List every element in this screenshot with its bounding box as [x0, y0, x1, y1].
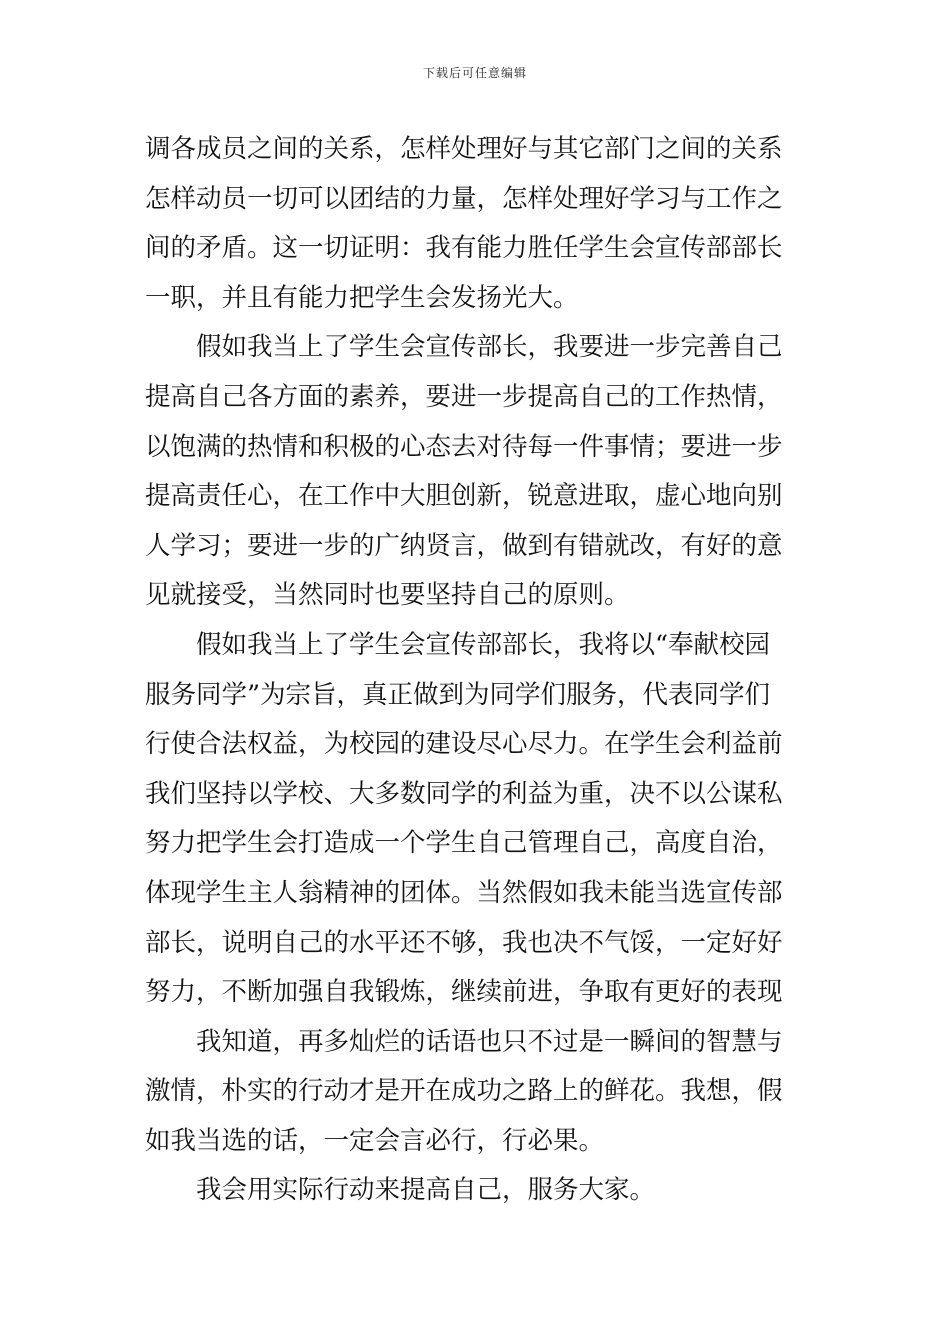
- text-line: 激情，朴实的行动才是开在成功之路上的鲜花。我想，假: [145, 1076, 783, 1107]
- text-line: 如我当选的话，一定会言必行，行必果。: [145, 1125, 605, 1156]
- text-line: 行使合法权益，为校园的建设尽心尽力。在学生会利益前: [145, 729, 783, 760]
- text-line: 我会用实际行动来提高自己，服务大家。: [196, 1175, 656, 1206]
- text-line: 怎样动员一切可以团结的力量，怎样处理好学习与工作之: [145, 183, 783, 214]
- text-line: 提高自己各方面的素养，要进一步提高自己的工作热情，: [145, 381, 783, 412]
- text-line: 努力，不断加强自我锻炼，继续前进，争取有更好的表现: [145, 977, 783, 1008]
- text-line: 见就接受，当然同时也要坚持自己的原则。: [145, 580, 630, 611]
- text-line: 假如我当上了学生会宣传部长，我要进一步完善自己: [196, 332, 783, 363]
- text-line: 人学习；要进一步的广纳贤言，做到有错就改，有好的意: [145, 530, 783, 561]
- page-header: 下载后可任意编辑: [422, 66, 527, 80]
- text-line: 调各成员之间的关系，怎样处理好与其它部门之间的关系: [145, 134, 783, 164]
- text-line: 间的矛盾。这一切证明：我有能力胜任学生会宣传部部长: [145, 233, 783, 264]
- text-line: 一职，并且有能力把学生会发扬光大。: [145, 282, 579, 313]
- text-line: 服务同学”为宗旨，真正做到为同学们服务，代表同学们: [145, 679, 771, 710]
- text-line: 假如我当上了学生会宣传部部长，我将以“奉献校园: [196, 629, 771, 660]
- text-line: 部长，说明自己的水平还不够，我也决不气馁，一定好好: [145, 927, 783, 958]
- text-line: 以饱满的热情和积极的心态去对待每一件事情；要进一步: [145, 431, 783, 462]
- text-line: 努力把学生会打造成一个学生自己管理自己，高度自治，: [145, 828, 783, 859]
- document-body: [145, 125, 815, 1216]
- text-line: 提高责任心，在工作中大胆创新，锐意进取，虚心地向别: [145, 481, 783, 512]
- text-line: 我们坚持以学校、大多数同学的利益为重，决不以公谋私: [145, 778, 783, 809]
- text-line: 我知道，再多灿烂的话语也只不过是一瞬间的智慧与: [196, 1026, 783, 1057]
- text-line: 体现学生主人翁精神的团体。当然假如我未能当选宣传部: [145, 877, 783, 908]
